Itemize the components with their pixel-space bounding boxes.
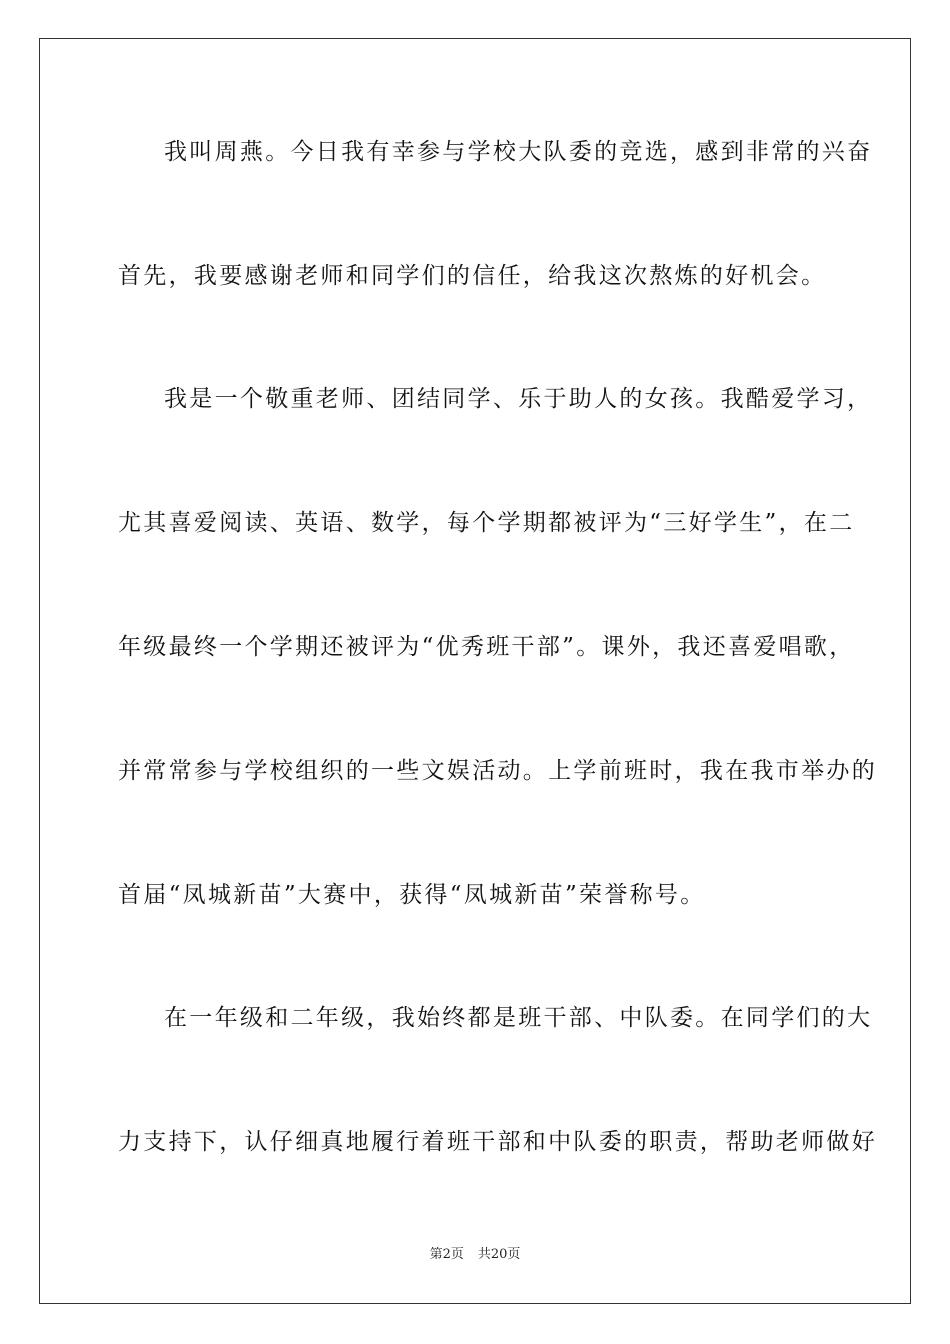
page-total: 共20页 [477, 1247, 521, 1262]
text-line: 尤其喜爱阅读、英语、数学，每个学期都被评为“三好学生”，在二 [118, 510, 855, 536]
page-number: 第2页 [429, 1247, 464, 1262]
text-line: 我叫周燕。今日我有幸参与学校大队委的竞选，感到非常的兴奋 [164, 139, 873, 165]
text-line: 首届“凤城新苗”大赛中，获得“凤城新苗”荣誉称号。 [118, 882, 706, 908]
text-line: 年级最终一个学期还被评为“优秀班干部”。课外，我还喜爱唱歌， [118, 634, 855, 660]
text-line: 力支持下，认仔细真地履行着班干部和中队委的职责，帮助老师做好 [118, 1129, 877, 1155]
text-line: 在一年级和二年级，我始终都是班干部、中队委。在同学们的大 [164, 1005, 873, 1031]
page-border [39, 38, 911, 1304]
page-footer [0, 1246, 950, 1264]
text-line: 首先，我要感谢老师和同学们的信任，给我这次熬炼的好机会。 [118, 263, 827, 289]
text-line: 并常常参与学校组织的一些文娱活动。上学前班时，我在我市举办的 [118, 758, 877, 784]
text-line: 我是一个敬重老师、团结同学、乐于助人的女孩。我酷爱学习， [164, 386, 873, 412]
